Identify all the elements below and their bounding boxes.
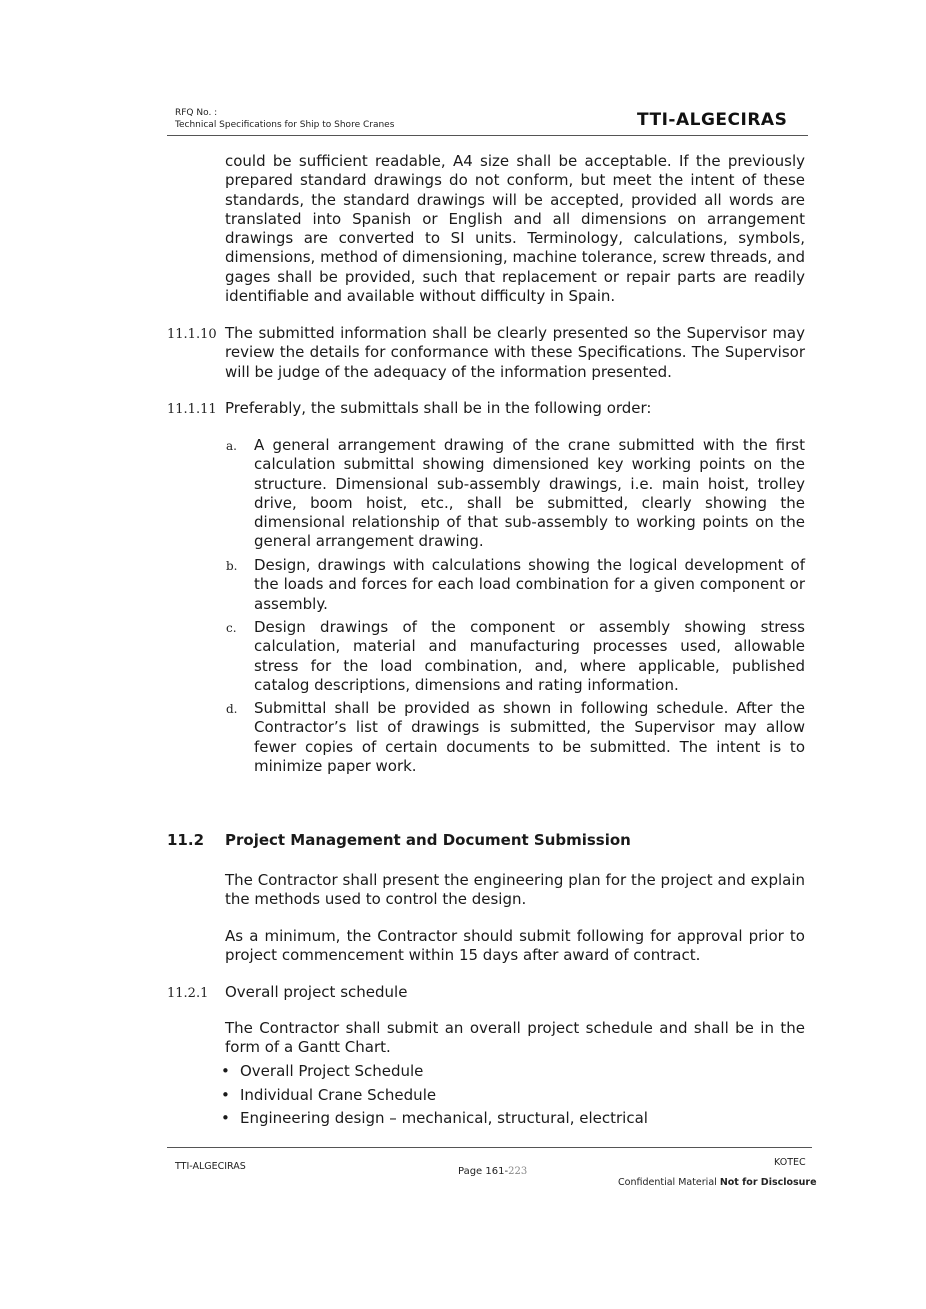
bullet-dot: • (221, 1062, 230, 1080)
list-item-letter: b. (226, 559, 238, 573)
list-item-letter: a. (226, 439, 237, 453)
list-item-text: A general arrangement drawing of the crane submitted with the first calculation submittal showing dimensioned key working points on the structure. Dimensional sub-assembly drawings, i.e. main hoist, trolley drive, boom hoist, etc., shall be submitted, clearly showing the dimensional relationship of that sub-assembly to working points on the general arrangement drawing. (254, 436, 805, 551)
footer-project: TTI-ALGECIRAS (175, 1161, 246, 1172)
list-item-text: Design, drawings with calculations showing the logical development of the loads and forces for each load combination for a given component or assembly. (254, 556, 805, 613)
footer-divider (167, 1147, 812, 1148)
list-item-text: Submittal shall be provided as shown in following schedule. After the Contractor’s list of drawings is submitted, the Supervisor may allow fewer copies of certain documents to be submitted. The intent is to minimize paper work. (254, 699, 805, 775)
project-name: TTI-ALGECIRAS (637, 110, 788, 130)
page-number (458, 1166, 527, 1177)
list-item-letter: c. (226, 621, 237, 635)
bullet-item: Engineering design – mechanical, structural, electrical (240, 1109, 648, 1127)
header-divider (167, 135, 808, 136)
section-paragraph: As a minimum, the Contractor should submit following for approval prior to project commencement within 15 days after award of contract. (225, 927, 805, 965)
list-item-text: Design drawings of the component or assembly showing stress calculation, material and manufacturing processes used, allowable stress for the load combination, and, where applicable, published catalog descriptions, dimensions and rating information. (254, 618, 805, 694)
footer-company: KOTEC (774, 1157, 806, 1168)
rfq-label: RFQ No. : (175, 108, 218, 118)
clause-number: 11.1.11 (167, 402, 217, 417)
section-paragraph: The Contractor shall present the engineering plan for the project and explain the methods used to control the design. (225, 871, 805, 909)
clause-text: Preferably, the submittals shall be in the following order: (225, 399, 652, 417)
bullet-dot: • (221, 1086, 230, 1104)
bullet-item: Individual Crane Schedule (240, 1086, 437, 1104)
document-title: Technical Specifications for Ship to Shore Cranes (175, 120, 395, 130)
intro-paragraph: could be sufficient readable, A4 size shall be acceptable. If the previously prepared standard drawings do not conform, but meet the intent of these standards, the standard drawings will be accepted, provided all words are translated into Spanish or English and all dimensions on arrangement drawings are converted to SI units. Terminology, calculations, symbols, dimensions, method of dimensioning, machine tolerance, screw threads, and gages shall be provided, such that replacement or repair parts are readily identifiable and available without difficulty in Spain. (225, 152, 805, 306)
header-left (175, 107, 394, 131)
clause-number: 11.1.10 (167, 327, 217, 342)
bullet-item: Overall Project Schedule (240, 1062, 424, 1080)
subsection-paragraph: The Contractor shall submit an overall project schedule and shall be in the form of a Gantt Chart. (225, 1019, 805, 1057)
subsection-number: 11.2.1 (167, 986, 209, 1001)
footer-confidential (618, 1177, 817, 1188)
confidential-label: Confidential Material (618, 1177, 717, 1188)
clause-text: The submitted information shall be clearly presented so the Supervisor may review the details for conformance with these Specifications. The Supervisor will be judge of the adequacy of the information presented. (225, 324, 805, 381)
disclosure-label: Not for Disclosure (719, 1177, 817, 1188)
page-total: 223 (508, 1166, 528, 1177)
section-number: 11.2 (167, 831, 205, 849)
subsection-title: Overall project schedule (225, 983, 408, 1001)
page-label: Page 161- (458, 1166, 509, 1177)
list-item-letter: d. (226, 702, 238, 716)
section-title: Project Management and Document Submission (225, 831, 631, 849)
bullet-dot: • (221, 1109, 230, 1127)
